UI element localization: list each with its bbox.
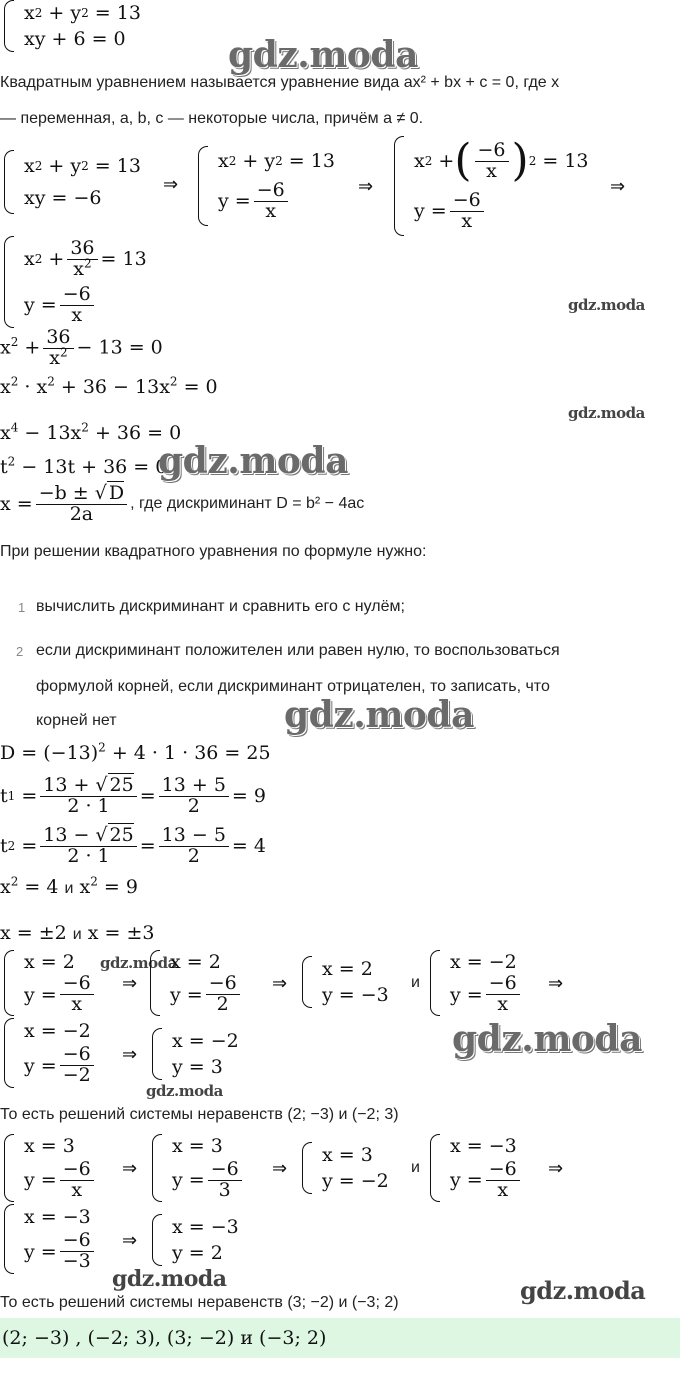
- brace-icon: [4, 1134, 14, 1202]
- definition-line-1: Квадратным уравнением называется уравнение вида ax² + bx + c = 0, где x: [0, 74, 560, 91]
- equation: $x^2 = 4$ и $x^2 = 9$: [0, 874, 138, 898]
- brace-icon: [152, 1134, 162, 1202]
- conjunction: и: [411, 974, 420, 991]
- conjunction: и: [411, 1159, 420, 1176]
- system-b2: x = 3 y = $\frac{-6}{3}$: [152, 1134, 245, 1202]
- equation: t 1 = $\frac{13 + √ 25}{2 \cdot 1}$ = $\frac{13 + 5}{2}$ = 9: [0, 774, 266, 817]
- brace-icon: [4, 1204, 14, 1274]
- implies-arrow-icon: ⇒: [548, 973, 564, 994]
- implies-arrow-icon: ⇒: [548, 1158, 564, 1179]
- watermark: gdz.moda: [520, 1276, 646, 1305]
- brace-icon: [302, 956, 312, 1008]
- brace-icon: [4, 950, 14, 1016]
- step-number: 2: [16, 644, 24, 659]
- implies-arrow-icon: ⇒: [122, 1158, 138, 1179]
- system-a4: x = −2 y = $\frac{-6}{x}$: [430, 950, 523, 1016]
- brace-icon: [4, 0, 14, 52]
- implies-arrow-icon: ⇒: [272, 1158, 288, 1179]
- step-text-continuation: формулой корней, если дискриминант отрицателен, то записать, что: [36, 678, 550, 695]
- equation: $x^2 \cdot x^2 + 36 - 13x^2 = 0$: [0, 374, 218, 398]
- equation: x = ±2 и x = ±3: [0, 922, 155, 944]
- implies-arrow-icon: ⇒: [272, 973, 288, 994]
- definition-line-2: — переменная, a, b, c — некоторые числа, причём a ≠ 0.: [0, 110, 424, 127]
- system-a6: x = −2 y = 3: [152, 1028, 239, 1080]
- equation: $x^2$ + $\frac{36}{x^2}$ − 13 = 0: [0, 326, 163, 369]
- equation: x 2 + y 2 = 13: [24, 2, 141, 24]
- watermark: gdz.moda: [568, 296, 645, 314]
- equation: t 2 = $\frac{13 - √ 25}{2 \cdot 1}$ = $\frac{13 - 5}{2}$ = 4: [0, 824, 266, 867]
- equation: $t^2 - 13t + 36 = 0$: [0, 454, 168, 478]
- brace-icon: [4, 236, 14, 328]
- step-text: вычислить дискриминант и сравнить его с нулём;: [36, 598, 405, 615]
- system-1: x 2 + y 2 = 13 xy = −6: [4, 150, 141, 214]
- watermark: gdz.moda: [112, 1266, 227, 1292]
- system-4: x 2 + $\frac{36}{x^2}$ = 13 y = $\frac{-6}{x}$: [4, 236, 147, 328]
- brace-icon: [198, 146, 208, 226]
- solve-intro: При решении квадратного уравнения по формуле нужно:: [0, 543, 427, 560]
- step-text: если дискриминант положителен или равен нулю, то воспользоваться: [36, 642, 560, 659]
- brace-icon: [152, 1214, 162, 1266]
- system-b4: x = −3 y = $\frac{-6}{x}$: [430, 1134, 523, 1202]
- implies-arrow-icon: ⇒: [122, 1044, 138, 1065]
- brace-icon: [302, 1142, 312, 1194]
- system-b5: x = −3 y = $\frac{-6}{-3}$: [4, 1204, 97, 1274]
- brace-icon: [430, 1134, 440, 1202]
- watermark: gdz.moda: [452, 1018, 642, 1060]
- step-text-continuation: корней нет: [36, 712, 117, 729]
- system-a2: x = 2 y = $\frac{-6}{2}$: [150, 950, 243, 1016]
- implies-arrow-icon: ⇒: [122, 1230, 138, 1251]
- brace-icon: [150, 950, 160, 1016]
- equation: xy + 6 = 0: [24, 28, 126, 50]
- brace-icon: [152, 1028, 162, 1080]
- discriminant-note: , где дискриминант D = b² − 4ac: [130, 495, 365, 513]
- system-a5: x = −2 y = $\frac{-6}{-2}$: [4, 1018, 97, 1088]
- implies-arrow-icon: ⇒: [358, 176, 374, 197]
- system-3: x 2 + ( $\frac{-6}{x}$ ) 2 = 13 y = $\frac{-6}{x}$: [394, 136, 589, 236]
- answer-box: [0, 1318, 680, 1358]
- implies-arrow-icon: ⇒: [163, 174, 179, 195]
- system-a3: x = 2 y = −3: [302, 956, 389, 1008]
- system-b1: x = 3 y = $\frac{-6}{x}$: [4, 1134, 97, 1202]
- top-system: [4, 0, 141, 52]
- conclusion-1: То есть решений системы неравенств (2; −3) и (−2; 3): [0, 1106, 399, 1123]
- system-a1: x = 2 y = $\frac{-6}{x}$: [4, 950, 97, 1016]
- system-b6: x = −3 y = 2: [152, 1214, 239, 1266]
- implies-arrow-icon: ⇒: [122, 973, 138, 994]
- step-number: 1: [18, 600, 26, 615]
- brace-icon: [394, 136, 404, 236]
- conclusion-2: То есть решений системы неравенств (3; −2) и (−3; 2): [0, 1294, 399, 1311]
- watermark: gdz.moda: [158, 440, 348, 482]
- system-2: x 2 + y 2 = 13 y = $\frac{-6}{x}$: [198, 146, 335, 226]
- quadratic-formula: x = $\frac{-b \pm √ D}{2a}$ , где дискриминант D = b² − 4ac: [0, 482, 365, 525]
- equation: $D = (-13)^2 + 4 \cdot 1 \cdot 36 = 25$: [0, 740, 271, 764]
- answer-text: (2; −3) , (−2; 3), (3; −2) и (−3; 2): [2, 1327, 327, 1349]
- implies-arrow-icon: ⇒: [610, 176, 626, 197]
- brace-icon: [4, 150, 14, 214]
- watermark: gdz.moda: [228, 34, 418, 76]
- brace-icon: [430, 950, 440, 1016]
- watermark: gdz.moda: [100, 954, 177, 972]
- brace-icon: [4, 1018, 14, 1088]
- watermark: gdz.moda: [146, 1082, 223, 1100]
- equation: $x^4 - 13x^2 + 36 = 0$: [0, 420, 182, 444]
- system-b3: x = 3 y = −2: [302, 1142, 389, 1194]
- watermark: gdz.moda: [284, 694, 474, 736]
- watermark: gdz.moda: [568, 404, 645, 422]
